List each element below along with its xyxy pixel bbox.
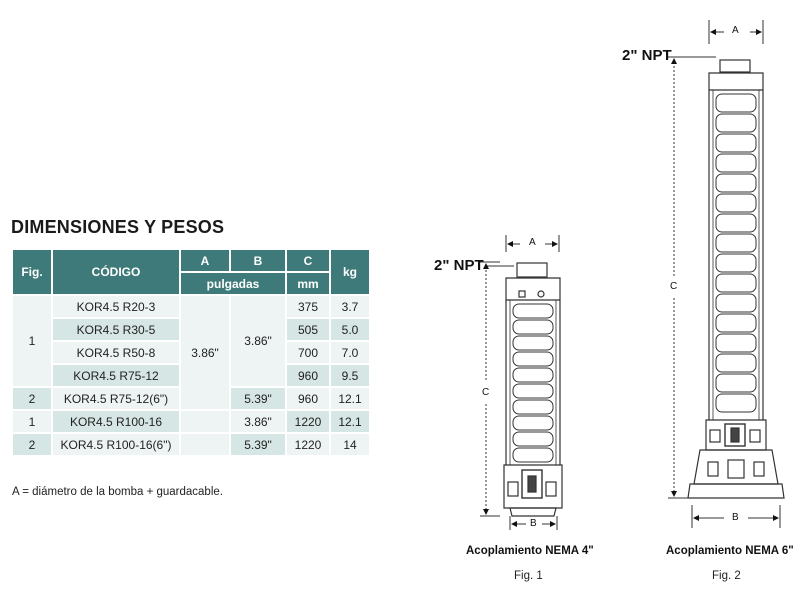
b-cell: 3.86" [231, 296, 285, 386]
col-code-header: CÓDIGO [53, 250, 179, 294]
col-c-header: C [287, 250, 329, 271]
b-cell: 3.86" [231, 411, 285, 432]
fig1-dim-b: B [530, 518, 537, 529]
code-cell: KOR4.5 R75-12 [53, 365, 179, 386]
footnote: A = diámetro de la bomba + guardacable. [12, 486, 223, 498]
c-cell: 960 [287, 388, 329, 409]
b-cell: 5.39" [231, 434, 285, 455]
kg-cell: 12.1 [331, 411, 369, 432]
fig-cell: 1 [13, 296, 51, 386]
fig2-caption: Acoplamiento NEMA 6" [666, 545, 794, 557]
kg-cell: 14 [331, 434, 369, 455]
fig-cell: 1 [13, 411, 51, 432]
fig-cell: 2 [13, 434, 51, 455]
fig2-npt-label: 2" NPT [622, 47, 672, 64]
fig2-dim-c: C [670, 281, 678, 292]
code-cell: KOR4.5 R100-16 [53, 411, 179, 432]
c-cell: 505 [287, 319, 329, 340]
c-cell: 375 [287, 296, 329, 317]
col-a-header: A [181, 250, 229, 271]
fig1-dim-c: C [482, 387, 490, 398]
code-cell: KOR4.5 R20-3 [53, 296, 179, 317]
col-b-header: B [231, 250, 285, 271]
code-cell: KOR4.5 R30-5 [53, 319, 179, 340]
code-cell: KOR4.5 R75-12(6") [53, 388, 179, 409]
kg-cell: 3.7 [331, 296, 369, 317]
fig2-dim-a: A [732, 25, 739, 36]
fig1-number: Fig. 1 [514, 570, 543, 582]
code-cell: KOR4.5 R50-8 [53, 342, 179, 363]
fig2-dim-b: B [732, 512, 739, 523]
b-cell: 5.39" [231, 388, 285, 409]
col-fig-header: Fig. [13, 250, 51, 294]
code-cell: KOR4.5 R100-16(6") [53, 434, 179, 455]
col-kg-header: kg [331, 250, 369, 294]
pump-figure-2 [668, 20, 784, 528]
page-title: DIMENSIONES Y PESOS [11, 217, 225, 237]
pump-figure-1 [480, 235, 562, 530]
c-cell: 700 [287, 342, 329, 363]
kg-cell: 12.1 [331, 388, 369, 409]
fig-cell: 2 [13, 388, 51, 409]
unit-pulgadas-header: pulgadas [181, 273, 285, 294]
fig1-dim-a: A [529, 237, 536, 248]
c-cell: 1220 [287, 411, 329, 432]
fig2-number: Fig. 2 [712, 570, 741, 582]
unit-mm-header: mm [287, 273, 329, 294]
fig1-npt-label: 2" NPT [434, 257, 484, 274]
kg-cell: 7.0 [331, 342, 369, 363]
c-cell: 1220 [287, 434, 329, 455]
kg-cell: 5.0 [331, 319, 369, 340]
a-cell: 3.86" [181, 296, 229, 409]
c-cell: 960 [287, 365, 329, 386]
fig1-caption: Acoplamiento NEMA 4" [466, 545, 594, 557]
kg-cell: 9.5 [331, 365, 369, 386]
